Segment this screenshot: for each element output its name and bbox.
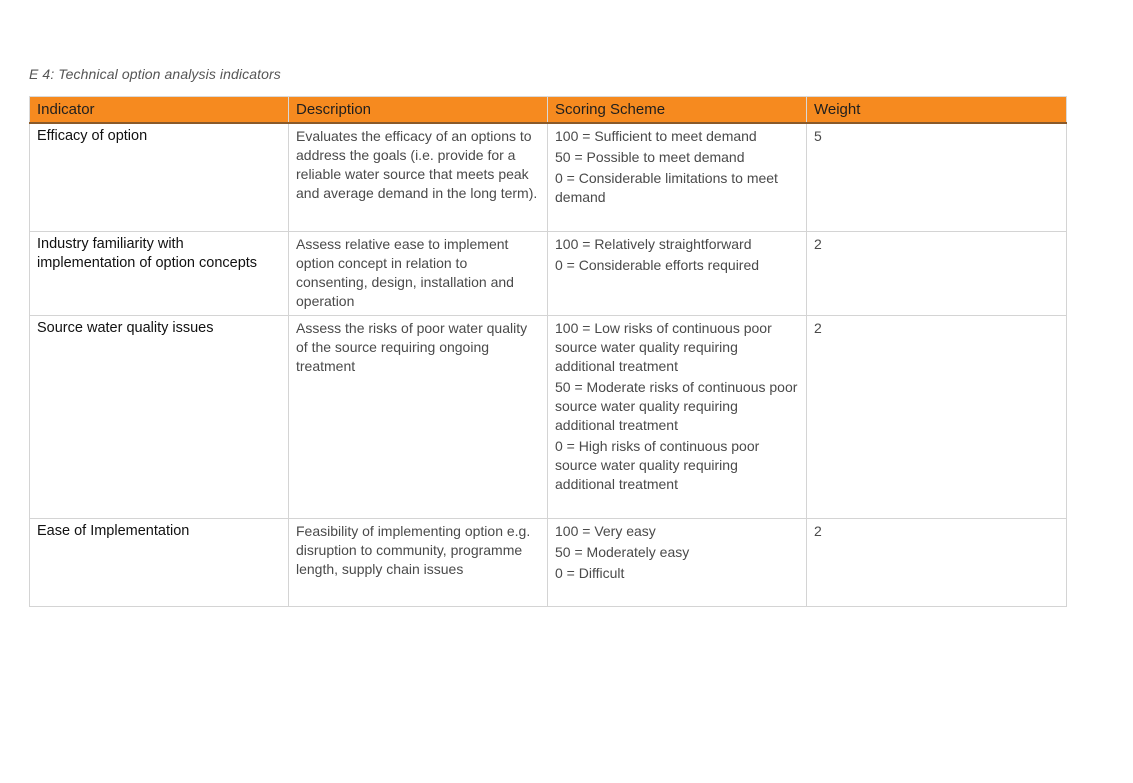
description-cell: Evaluates the efficacy of an options to address the goals (i.e. provide for a reliable water source that meets peak and average demand in the long term). [289,123,548,232]
scoring-line: 0 = Difficult [555,565,625,581]
table-header [30,97,1067,124]
indicator-cell: Source water quality issues [30,316,289,519]
indicators-table [29,96,1067,607]
scoring-line: 50 = Moderately easy [555,544,690,560]
scoring-line: 50 = Possible to meet demand [555,149,745,165]
table-row [30,123,1067,232]
description-cell: Assess the risks of poor water quality of the source requiring ongoing treatment [289,316,548,519]
scoring-line: 0 = Considerable efforts required [555,257,760,273]
scoring-line: 100 = Low risks of continuous poor source water quality requiring additional treatment [555,320,772,374]
scoring-cell [548,123,807,232]
header-weight: Weight [807,97,1067,124]
description-cell: Feasibility of implementing option e.g. disruption to community, programme length, supply chain issues [289,519,548,607]
scoring-line: 0 = Considerable limitations to meet demand [555,170,778,205]
scoring-cell [548,519,807,607]
weight-cell: 2 [807,316,1067,519]
scoring-line: 0 = High risks of continuous poor source water quality requiring additional treatment [555,438,760,492]
scoring-line: 50 = Moderate risks of continuous poor source water quality requiring additional treatment [555,379,798,433]
scoring-line: 100 = Very easy [555,523,656,539]
scoring-line: 100 = Relatively straightforward [555,236,752,252]
weight-cell: 2 [807,232,1067,316]
table-row [30,316,1067,519]
header-description: Description [289,97,548,124]
scoring-line: 100 = Sufficient to meet demand [555,128,757,144]
weight-cell: 2 [807,519,1067,607]
indicator-cell: Ease of Implementation [30,519,289,607]
table-row [30,519,1067,607]
indicator-cell: Industry familiarity with implementation of option concepts [30,232,289,316]
header-row [30,97,1067,124]
table-body [30,123,1067,607]
weight-cell: 5 [807,123,1067,232]
scoring-cell [548,232,807,316]
table-caption: E 4: Technical option analysis indicators [29,66,281,82]
description-cell: Assess relative ease to implement option concept in relation to consenting, design, installation and operation [289,232,548,316]
scoring-cell [548,316,807,519]
indicator-cell: Efficacy of option [30,123,289,232]
table-row [30,232,1067,316]
header-scoring-scheme: Scoring Scheme [548,97,807,124]
header-indicator: Indicator [30,97,289,124]
